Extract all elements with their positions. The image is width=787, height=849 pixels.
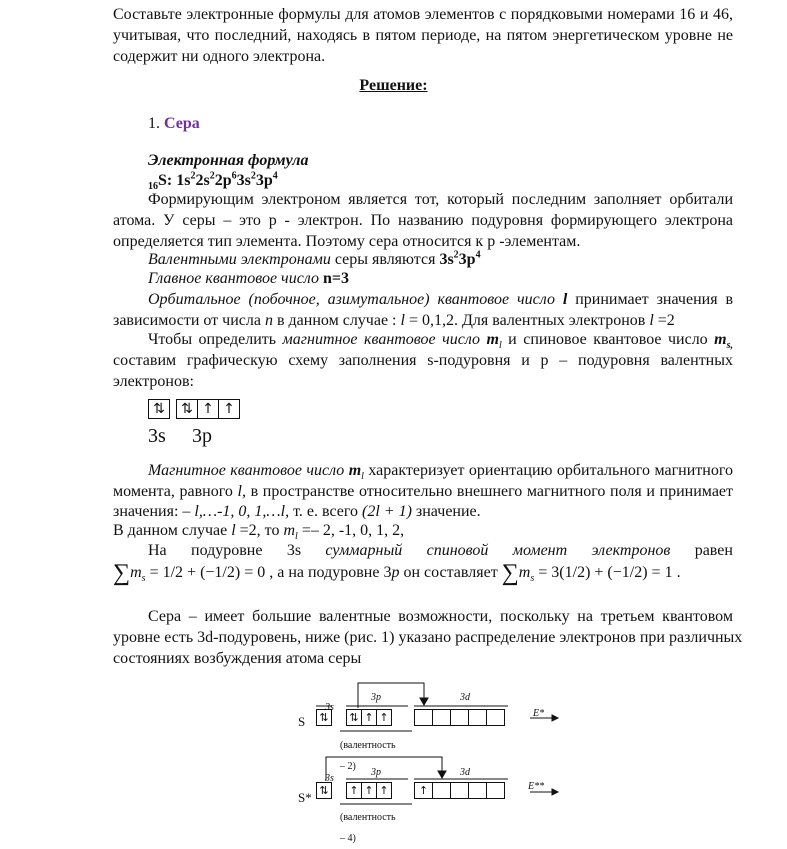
section-element: Сера bbox=[164, 115, 200, 132]
orbital-cell: ↑ bbox=[197, 399, 219, 419]
intro-line-3: содержит ни одного электрона. bbox=[113, 48, 326, 65]
atom-label: S bbox=[298, 714, 306, 729]
transition-arrow bbox=[358, 683, 424, 708]
magnetic-desc-line-1: Магнитное квантовое число $m_l$ характеризует ориентацию орбитального магнитного bbox=[148, 462, 733, 483]
atomic-number: 16 bbox=[148, 181, 158, 193]
orbital-cell: ↑ bbox=[218, 399, 240, 419]
para1-line-3: определяется тип элемента. Поэтому сера относится к р -элементам. bbox=[113, 233, 581, 250]
row1-s: ⇅ bbox=[316, 709, 331, 726]
orbital-cell: ⇅ bbox=[148, 399, 170, 419]
magnetic-desc-line-3: значения: – l,…-1, 0, 1,…l, т. е. всего (2l + 1) значение. bbox=[113, 503, 481, 520]
magnetic-desc-line-2: момента, равного l, в пространстве относительно внешнего магнитного поля и принимает bbox=[113, 483, 734, 500]
electron-formula: $_{16}$S: $1s^22s^22p^63s^23p^4$ bbox=[148, 170, 278, 193]
magnetic-intro-line-3: электронов: bbox=[113, 373, 194, 390]
para1-line-1: Формирующим электроном является тот, который последним заполняет орбитали bbox=[148, 191, 733, 208]
principal-line: Главное квантовое число n=3 bbox=[148, 270, 349, 287]
row2-p: ↑ ↑ ↑ bbox=[346, 782, 391, 799]
spin-line-1: На подуровне 3s суммарный спиновой момент электронов равен bbox=[148, 542, 733, 559]
intro-line-1: Составьте электронные формулы для атомов элементов с порядковыми номерами 16 и 46, bbox=[113, 6, 733, 23]
orbital-line-2: зависимости от числа n в данном случае : l = 0,1,2. Для валентных электронов l =2 bbox=[113, 312, 675, 329]
final-line-1: Сера – имеет большие валентные возможности, поскольку на третьем квантовом bbox=[148, 608, 733, 625]
sum-icon: ∑ bbox=[113, 560, 131, 586]
solution-heading: Решение: bbox=[359, 77, 428, 94]
atom-label: S* bbox=[298, 790, 312, 805]
scheme-3s-label: 3s bbox=[148, 425, 166, 447]
sum-icon: ∑ bbox=[501, 560, 519, 586]
intro-line-2: учитывая, что последний, находясь в пятом периоде, на пятом энергетическом уровне не bbox=[113, 27, 733, 44]
formula-heading: Электронная формула bbox=[148, 152, 309, 169]
final-line-2: уровне есть 3d-подуровень, ниже (рис. 1) указано распределение электронов при различных bbox=[113, 629, 743, 646]
row2-d: ↑ bbox=[414, 782, 504, 799]
magnetic-desc-line-4: В данном случае l =2, то $m_l =- 2$, -1, 0, 1, 2, bbox=[113, 522, 405, 543]
spin-line-2: $\sum m_s = 1/2 + (-1/2) = 0$ , а на подуровне 3p он составляет $\sum m_s = 3(1/2) + (-1/2) = 1$ . bbox=[113, 560, 681, 586]
orbital-line-1: Орбитальное (побочное, азимутальное) квантовое число l принимает значения в bbox=[148, 291, 734, 308]
element-symbol: S: bbox=[158, 172, 173, 189]
orbital-cell: ⇅ bbox=[176, 399, 198, 419]
row2-s: ⇅ bbox=[316, 782, 331, 799]
valence-line: Валентными электронами серы являются $3s^23p^4$ bbox=[148, 249, 481, 268]
row1-p: ⇅ ↑ ↑ bbox=[346, 709, 391, 726]
scheme-3p-label: 3p bbox=[192, 425, 212, 447]
final-line-3: состояниях возбуждения атома серы bbox=[113, 650, 362, 667]
magnetic-intro-line-2: составим графическую схему заполнения s-подуровня и р – подуровня валентных bbox=[113, 352, 733, 369]
magnetic-intro-line-1: Чтобы определить магнитное квантовое число $m_l$ и спиновое квантовое число $m_{s,}$ bbox=[148, 331, 734, 352]
para1-line-2: атома. У серы – это р - электрон. По названию подуровня формирующего электрона bbox=[113, 212, 733, 229]
section-number: 1. bbox=[148, 115, 160, 132]
